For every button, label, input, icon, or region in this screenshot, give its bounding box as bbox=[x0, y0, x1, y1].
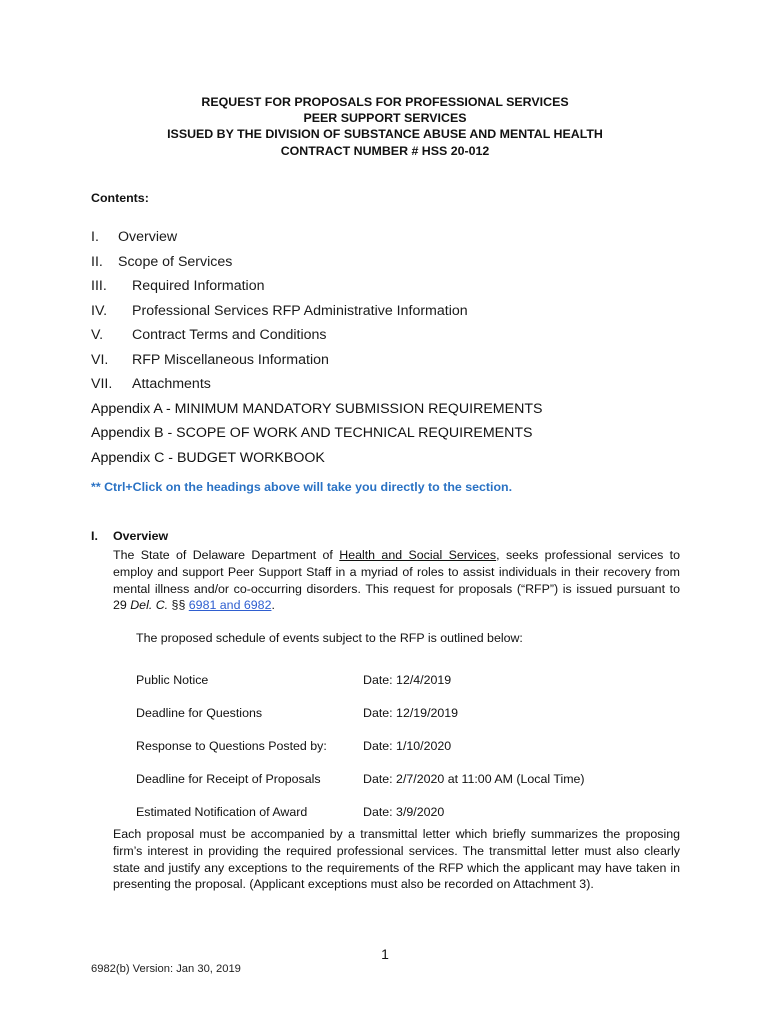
overview-text: The State of Delaware Department of bbox=[113, 548, 340, 562]
schedule-event: Deadline for Questions bbox=[136, 705, 263, 720]
navigation-note: ** Ctrl+Click on the headings above will take you directly to the section. bbox=[91, 480, 513, 494]
schedule-date: Date: 3/9/2020 bbox=[363, 804, 445, 819]
dhss-underlined-text: Health and Social Services bbox=[339, 548, 497, 562]
toc-item-overview[interactable] bbox=[91, 225, 711, 250]
transmittal-paragraph: Each proposal must be accompanied by a transmittal letter which briefly summarizes the proposing firm’s interest in providing the required professional services. The transmittal letter must also clearly state and justify any exceptions to the requirements of the RFP which the applicant may have taken in presenting the proposal. (Applicant exceptions must also be recorded on Attachment 3). bbox=[113, 827, 680, 892]
statute-link[interactable]: 6981 and 6982 bbox=[188, 598, 272, 613]
contents-heading: Contents: bbox=[91, 191, 149, 205]
toc-item-misc-info[interactable] bbox=[91, 348, 711, 373]
version-footer: 6982(b) Version: Jan 30, 2019 bbox=[91, 963, 241, 975]
title-line-4: CONTRACT NUMBER # HSS 20-012 bbox=[280, 143, 490, 158]
schedule-row bbox=[136, 696, 696, 729]
overview-text: §§ bbox=[168, 598, 189, 613]
schedule-event: Response to Questions Posted by: bbox=[136, 738, 327, 753]
toc-item-label: Contract Terms and Conditions bbox=[132, 327, 327, 344]
toc-item-label: Attachments bbox=[132, 376, 211, 393]
toc-item-number: VII. bbox=[91, 376, 113, 393]
overview-text: . bbox=[271, 598, 275, 613]
overview-paragraph bbox=[113, 547, 680, 614]
toc-item-label: Required Information bbox=[132, 278, 265, 295]
page-number: 1 bbox=[381, 946, 389, 962]
toc-item-number: III. bbox=[91, 278, 107, 295]
toc-item-number: VI. bbox=[91, 351, 109, 368]
document-title bbox=[0, 94, 770, 159]
toc-item-number: V. bbox=[91, 327, 104, 344]
toc-item-label: Scope of Services bbox=[118, 253, 233, 270]
toc-item-admin-info[interactable] bbox=[91, 299, 711, 324]
schedule-event: Deadline for Receipt of Proposals bbox=[136, 771, 321, 786]
toc-item-number: II. bbox=[91, 253, 103, 270]
overview-text: , seeks professional services to employ and support Peer Support Staff in a myriad of roles to assist individuals in their recovery from mental illness and/or co-occurring disorders. This request for proposals (“RFP”) is issued pursuant to 29 bbox=[113, 548, 681, 613]
toc-item-label: RFP Miscellaneous Information bbox=[132, 351, 329, 368]
del-code-text: Del. C. bbox=[130, 598, 169, 613]
title-line-1: REQUEST FOR PROPOSALS FOR PROFESSIONAL SERVICES bbox=[201, 95, 569, 109]
schedule-table bbox=[136, 663, 696, 828]
schedule-date: Date: 12/19/2019 bbox=[363, 705, 459, 720]
toc-item-label: Professional Services RFP Administrative Information bbox=[132, 302, 468, 319]
toc-appendix-c[interactable]: Appendix C - BUDGET WORKBOOK bbox=[91, 449, 325, 466]
schedule-date: Date: 2/7/2020 at 11:00 AM (Local Time) bbox=[363, 771, 585, 786]
toc-item-required-info[interactable] bbox=[91, 274, 711, 299]
schedule-intro: The proposed schedule of events subject to the RFP is outlined below: bbox=[136, 631, 523, 645]
section-title: Overview bbox=[113, 529, 169, 543]
toc-item-number: IV. bbox=[91, 302, 108, 319]
schedule-event: Public Notice bbox=[136, 672, 209, 687]
section-heading-overview bbox=[91, 529, 168, 543]
schedule-row bbox=[136, 729, 696, 762]
title-line-2: PEER SUPPORT SERVICES bbox=[303, 111, 467, 126]
schedule-date: Date: 12/4/2019 bbox=[363, 672, 452, 687]
toc-item-contract-terms[interactable] bbox=[91, 323, 711, 348]
table-of-contents bbox=[91, 225, 711, 470]
schedule-row bbox=[136, 762, 696, 795]
schedule-event: Estimated Notification of Award bbox=[136, 804, 308, 819]
section-number: I. bbox=[91, 529, 98, 543]
toc-item-attachments[interactable] bbox=[91, 372, 711, 397]
toc-item-label: Overview bbox=[118, 229, 178, 246]
schedule-row bbox=[136, 795, 696, 828]
toc-appendix-a[interactable]: Appendix A - MINIMUM MANDATORY SUBMISSION REQUIREMENTS bbox=[91, 400, 543, 417]
toc-appendix-b[interactable]: Appendix B - SCOPE OF WORK AND TECHNICAL REQUIREMENTS bbox=[91, 425, 533, 442]
schedule-date: Date: 1/10/2020 bbox=[363, 738, 452, 753]
schedule-row bbox=[136, 663, 696, 696]
toc-item-number: I. bbox=[91, 229, 99, 246]
title-line-3: ISSUED BY THE DIVISION OF SUBSTANCE ABUSE AND MENTAL HEALTH bbox=[167, 127, 603, 142]
toc-item-scope[interactable] bbox=[91, 250, 711, 275]
